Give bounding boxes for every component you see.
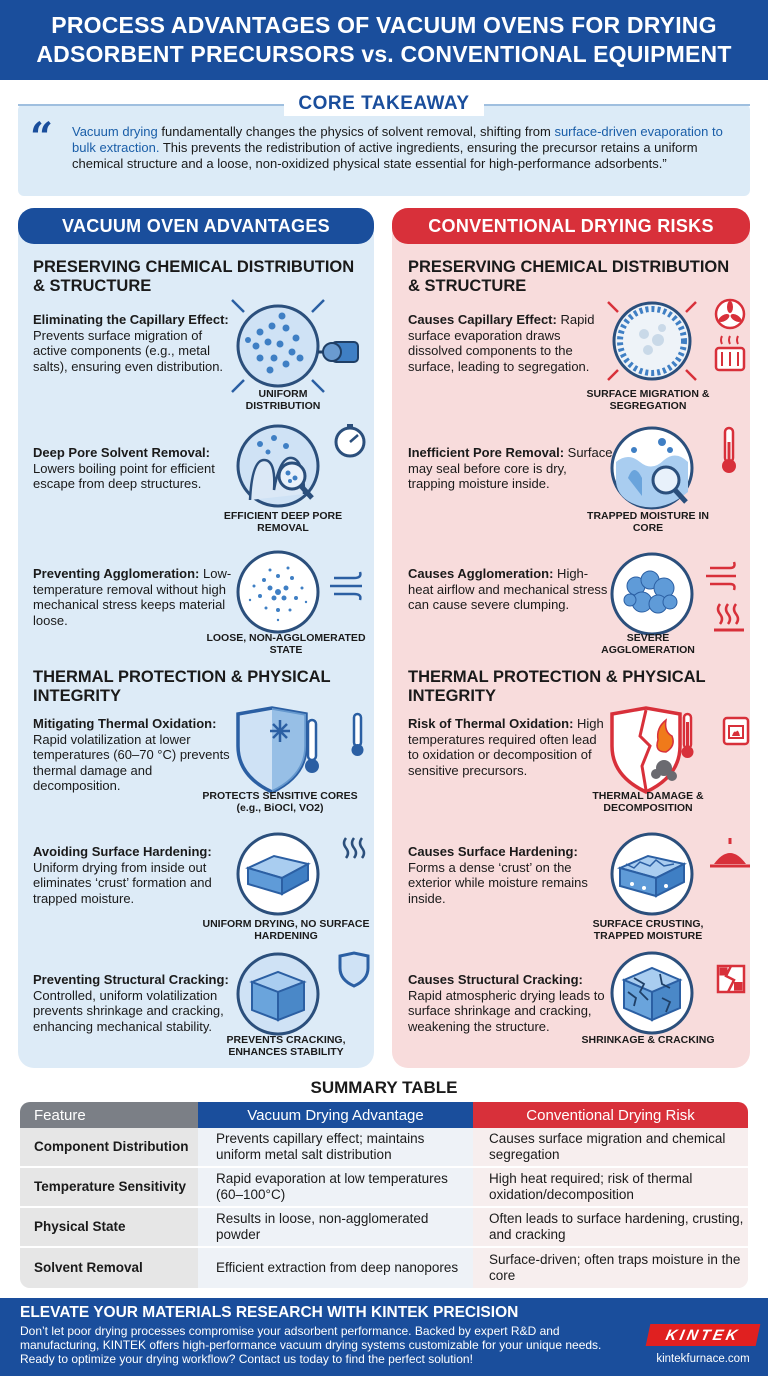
conventional-caption-1: SURFACE MIGRATION & SEGREGATION [586, 388, 710, 412]
table-header-conventional: Conventional Drying Risk [473, 1102, 748, 1128]
kintek-logo[interactable]: KINTEK [646, 1324, 761, 1346]
core-highlight-1: Vacuum drying [72, 124, 158, 139]
segregation-icon [604, 296, 750, 386]
vacuum-caption-6: PREVENTS CRACKING, ENHANCES STABILITY [226, 1034, 346, 1058]
conventional-caption-4: THERMAL DAMAGE & DECOMPOSITION [592, 790, 704, 814]
table-cell: Prevents capillary effect; maintains uniform metal salt distribution [198, 1128, 473, 1166]
table-header-row [20, 1102, 748, 1128]
vacuum-item-oxidation: Mitigating Thermal Oxidation: Rapid volatilization at lower temperatures (60–70 °C) prevents thermal damage and decomposition. [33, 716, 230, 793]
vacuum-section1-title: PRESERVING CHEMICAL DISTRIBUTION & STRUCTURE [33, 258, 355, 295]
conventional-section1-title: PRESERVING CHEMICAL DISTRIBUTION & STRUCTURE [408, 258, 730, 295]
table-cell: Results in loose, non-agglomerated powder [198, 1208, 473, 1246]
table-row [20, 1128, 748, 1166]
footer-text: Don’t let poor drying processes compromise your adsorbent performance. Backed by expert R&D and manufacturing, KINTEK offers high-performance vacuum drying systems customizable for your unique needs. Ready to optimize your drying workflow? Contact us today to find the perfect solution! [20, 1324, 602, 1366]
website-link[interactable]: kintekfurnace.com [656, 1353, 750, 1365]
table-cell: Solvent Removal [20, 1248, 198, 1288]
conventional-item-hardening: Causes Surface Hardening: Forms a dense ‘crust’ on the exterior while moisture remains inside. [408, 844, 588, 906]
vacuum-section2-title: THERMAL PROTECTION & PHYSICAL INTEGRITY [33, 668, 331, 705]
table-row [20, 1208, 748, 1246]
conventional-risks-heading: CONVENTIONAL DRYING RISKS [392, 208, 750, 244]
vacuum-item-capillary: Eliminating the Capillary Effect: Prevents surface migration of active components (e.g., metal salts), ensuring even distribution. [33, 312, 229, 374]
page-title-line2: ADSORBENT PRECURSORS vs. CONVENTIONAL EQUIPMENT [36, 41, 732, 67]
table-cell: Causes surface migration and chemical segregation [473, 1128, 748, 1166]
table-cell: High heat required; risk of thermal oxidation/decomposition [473, 1168, 748, 1206]
trapped-moisture-icon [604, 422, 750, 514]
table-cell: Rapid evaporation at low temperatures (60–100°C) [198, 1168, 473, 1206]
stable-cube-icon [230, 950, 370, 1038]
page-title-line1: PROCESS ADVANTAGES OF VACUUM OVENS FOR DRYING [51, 12, 717, 38]
vacuum-item-hardening: Avoiding Surface Hardening: Uniform drying from inside out eliminates ‘crust’ formation and trapped moisture. [33, 844, 212, 906]
conventional-caption-2: TRAPPED MOISTURE IN CORE [587, 510, 709, 534]
footer-banner [0, 1298, 768, 1376]
vacuum-caption-4: PROTECTS SENSITIVE CORES (e.g., BiOCl, VO2) [202, 790, 358, 814]
uniform-distribution-icon [230, 296, 366, 396]
table-cell: Often leads to surface hardening, crusting, and cracking [473, 1208, 748, 1246]
vacuum-item-agglomeration: Preventing Agglomeration: Low-temperature removal without high mechanical stress keeps material loose. [33, 566, 232, 628]
shield-snowflake-icon [232, 706, 372, 796]
vacuum-caption-3: LOOSE, NON-AGGLOMERATED STATE [206, 632, 366, 656]
core-takeaway-title: CORE TAKEAWAY [284, 92, 483, 116]
table-cell: Component Distribution [20, 1128, 198, 1166]
conventional-item-agglomeration: Causes Agglomeration: High-heat airflow and mechanical stress can cause severe clumping. [408, 566, 608, 612]
vacuum-item-cracking: Preventing Structural Cracking: Controlled, uniform volatilization prevents shrinkage and cracking, enhancing mechanical stability. [33, 972, 229, 1034]
core-divider [18, 104, 284, 106]
conventional-caption-6: SHRINKAGE & CRACKING [581, 1034, 715, 1046]
table-cell: Surface-driven; often traps moisture in the core [473, 1248, 748, 1288]
footer-title: ELEVATE YOUR MATERIALS RESEARCH WITH KINTEK PRECISION [20, 1304, 519, 1321]
conventional-caption-5: SURFACE CRUSTING, TRAPPED MOISTURE [592, 918, 704, 942]
table-cell: Physical State [20, 1208, 198, 1246]
crusted-block-icon [604, 828, 750, 920]
vacuum-caption-2: EFFICIENT DEEP PORE REMOVAL [223, 510, 343, 534]
table-header-vacuum: Vacuum Drying Advantage [198, 1102, 473, 1128]
loose-particles-icon [230, 548, 370, 636]
conventional-caption-3: SEVERE AGGLOMERATION [601, 632, 695, 656]
agglomeration-icon [606, 550, 752, 638]
core-takeaway-text [72, 124, 732, 172]
summary-table-title: SUMMARY TABLE [310, 1078, 458, 1097]
conventional-risks-panel [392, 208, 750, 1068]
table-row [20, 1248, 748, 1288]
table-row [20, 1168, 748, 1206]
conventional-item-capillary: Causes Capillary Effect: Rapid surface evaporation draws dissolved components to the surface, leading to segregation. [408, 312, 595, 374]
core-text-2: This prevents the redistribution of active ingredients, ensuring the precursor retains a uniform chemical structure and a loose, non-oxidized physical state essential for high-performance adsorbents.” [72, 140, 698, 171]
conventional-item-oxidation: Risk of Thermal Oxidation: High temperatures required often lead to oxidation or decomposition of sensitive precursors. [408, 716, 604, 778]
vacuum-item-deep-pore: Deep Pore Solvent Removal: Lowers boiling point for efficient escape from deep structures. [33, 445, 215, 491]
cracked-cube-icon [604, 948, 750, 1038]
vacuum-caption-1: UNIFORM DISTRIBUTION [245, 388, 321, 412]
broken-shield-fire-icon [606, 706, 752, 796]
uniform-block-icon [230, 828, 370, 920]
vacuum-caption-5: UNIFORM DRYING, NO SURFACE HARDENING [202, 918, 370, 942]
conventional-item-cracking: Causes Structural Cracking: Rapid atmospheric drying leads to surface shrinkage and cracking, weakening the structure. [408, 972, 605, 1034]
core-highlight-2: surface-driven evaporation to bulk extraction. [72, 124, 723, 155]
table-cell: Temperature Sensitivity [20, 1168, 198, 1206]
page-header [0, 0, 768, 80]
core-divider [484, 104, 750, 106]
vacuum-advantages-heading: VACUUM OVEN ADVANTAGES [18, 208, 374, 244]
deep-pore-icon [230, 420, 370, 512]
conventional-section2-title: THERMAL PROTECTION & PHYSICAL INTEGRITY [408, 668, 706, 705]
quote-icon: “ [30, 114, 54, 161]
vacuum-advantages-panel [18, 208, 374, 1068]
table-cell: Efficient extraction from deep nanopores [198, 1248, 473, 1288]
table-header-feature: Feature [20, 1102, 198, 1128]
conventional-item-pore: Inefficient Pore Removal: Surface may seal before core is dry, trapping moisture inside. [408, 445, 613, 491]
summary-table [20, 1102, 748, 1288]
core-text-1: fundamentally changes the physics of solvent removal, shifting from [157, 124, 555, 139]
